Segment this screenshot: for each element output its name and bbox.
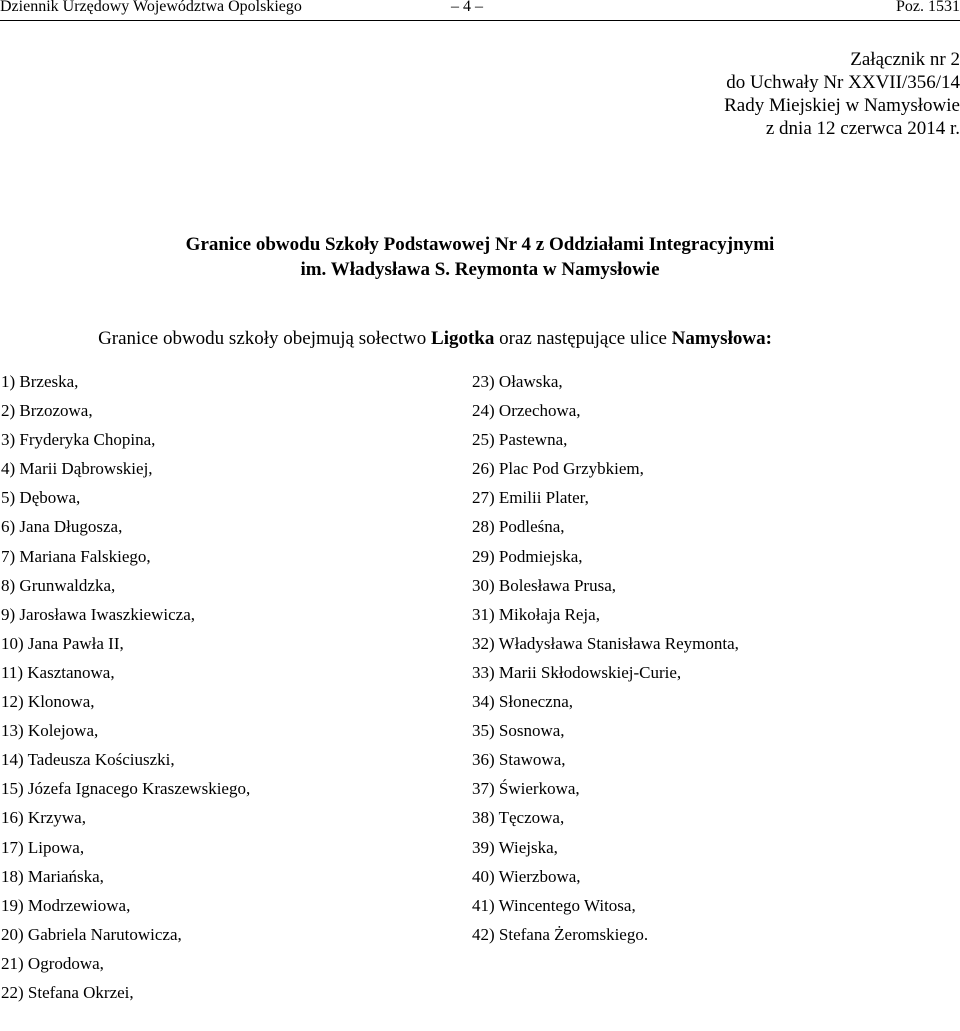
street-item: 34) Słoneczna,: [472, 692, 574, 712]
street-item: 4) Marii Dąbrowskiej,: [1, 459, 153, 479]
street-item: 33) Marii Skłodowskiej-Curie,: [472, 662, 682, 682]
street-item: 5) Dębowa,: [1, 488, 81, 508]
street-item: 28) Podleśna,: [472, 517, 565, 537]
street-item: 21) Ogrodowa,: [1, 953, 104, 973]
street-item: 36) Stawowa,: [472, 750, 566, 770]
street-item: 12) Klonowa,: [1, 692, 95, 712]
street-item: 8) Grunwaldzka,: [1, 575, 116, 595]
page-header: [0, 0, 960, 21]
street-item: 1) Brzeska,: [1, 372, 79, 391]
resolution-date: z dnia 12 czerwca 2014 r.: [765, 118, 960, 139]
street-item: 23) Oławska,: [472, 372, 563, 391]
street-item: 40) Wierzbowa,: [472, 866, 581, 886]
street-item: 22) Stefana Okrzei,: [1, 982, 134, 1002]
street-item: 41) Wincentego Witosa,: [472, 895, 636, 915]
street-item: 35) Sosnowa,: [472, 721, 565, 741]
street-item: 38) Tęczowa,: [472, 808, 565, 828]
intro-village: Ligotka: [431, 328, 495, 349]
street-item: 3) Fryderyka Chopina,: [1, 430, 156, 450]
street-item: 18) Mariańska,: [1, 866, 104, 886]
street-item: 37) Świerkowa,: [472, 779, 580, 799]
street-item: 16) Krzywa,: [1, 808, 86, 828]
street-item: 32) Władysława Stanisława Reymonta,: [472, 633, 739, 653]
street-list-left: [1, 372, 250, 1012]
street-item: 27) Emilii Plater,: [472, 488, 589, 508]
street-item: 30) Bolesława Prusa,: [472, 575, 617, 595]
street-item: 2) Brzozowa,: [1, 401, 93, 421]
position-number: Poz. 1531: [896, 0, 960, 15]
street-item: 14) Tadeusza Kościuszki,: [1, 750, 175, 770]
street-item: 26) Plac Pod Grzybkiem,: [472, 459, 644, 479]
intro-paragraph: [0, 327, 870, 351]
street-item: 24) Orzechowa,: [472, 401, 581, 421]
street-item: 9) Jarosława Iwaszkiewicza,: [1, 604, 195, 624]
document-title: [0, 232, 960, 282]
street-item: 42) Stefana Żeromskiego.: [472, 924, 649, 944]
street-item: 17) Lipowa,: [1, 837, 85, 857]
street-list-right: [472, 372, 739, 954]
street-item: 19) Modrzewiowa,: [1, 895, 131, 915]
intro-town: Namysłowa:: [671, 328, 772, 349]
intro-text-1: Granice obwodu szkoły obejmują sołectwo: [98, 328, 432, 349]
council-name: Rady Miejskiej w Namysłowie: [724, 95, 960, 116]
page-number: – 4 –: [451, 0, 483, 15]
journal-name: Dziennik Urzędowy Województwa Opolskiego: [0, 0, 302, 15]
intro-text-2: oraz następujące ulice: [494, 328, 672, 349]
street-item: 20) Gabriela Narutowicza,: [1, 924, 182, 944]
street-item: 10) Jana Pawła II,: [1, 633, 124, 653]
title-line-2: im. Władysława S. Reymonta w Namysłowie: [300, 259, 660, 280]
street-item: 6) Jana Długosza,: [1, 517, 123, 537]
resolution-number: do Uchwały Nr XXVII/356/14: [726, 72, 960, 93]
street-item: 7) Mariana Falskiego,: [1, 546, 151, 566]
street-item: 15) Józefa Ignacego Kraszewskiego,: [1, 779, 251, 799]
street-item: 31) Mikołaja Reja,: [472, 604, 600, 624]
attachment-block: [724, 48, 960, 140]
street-item: 39) Wiejska,: [472, 837, 558, 857]
title-line-1: Granice obwodu Szkoły Podstawowej Nr 4 z Oddziałami Integracyjnymi: [185, 234, 775, 255]
street-item: 13) Kolejowa,: [1, 721, 99, 741]
attachment-number: Załącznik nr 2: [850, 49, 960, 70]
street-item: 25) Pastewna,: [472, 430, 568, 450]
street-item: 29) Podmiejska,: [472, 546, 583, 566]
street-item: 11) Kasztanowa,: [1, 662, 115, 682]
